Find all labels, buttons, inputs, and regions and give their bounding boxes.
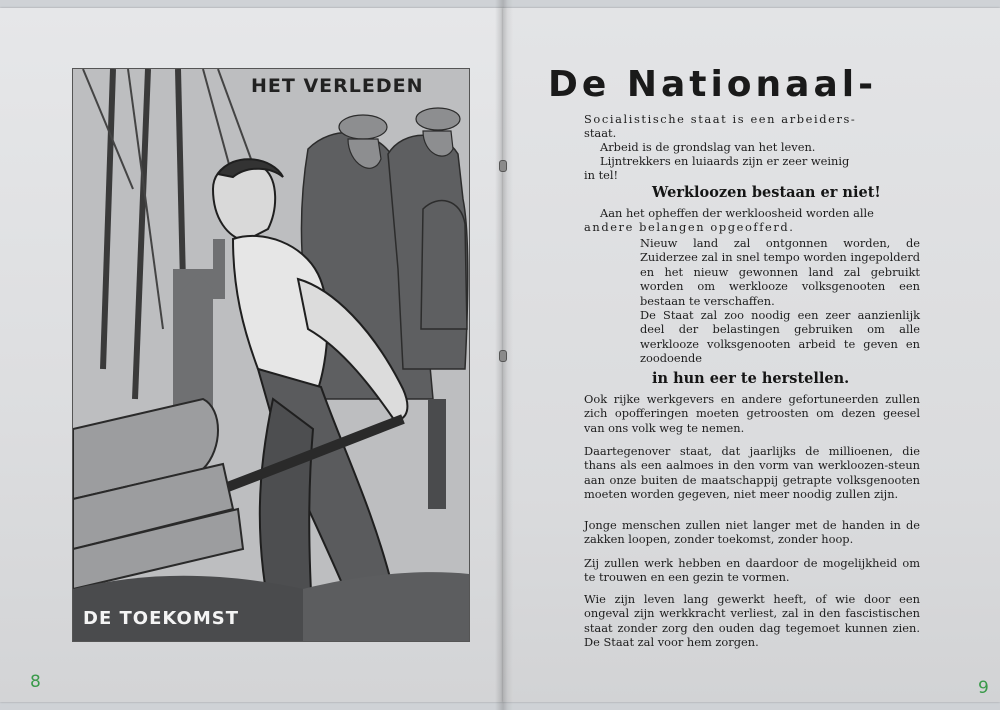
- paragraph-4-line-2: andere belangen opgeofferd.: [584, 220, 795, 234]
- paragraph-11: [584, 592, 920, 650]
- left-page: [0, 8, 503, 702]
- page-number-right: 9: [978, 678, 989, 698]
- paragraph-1-line-1: Socialistische staat is een arbeiders-: [584, 112, 857, 126]
- heading-no-unemployed: Werkloozen bestaan er niet!: [652, 184, 881, 201]
- paragraph-10: [584, 556, 920, 585]
- illustration-artwork: [73, 69, 469, 641]
- paragraph-9: [584, 518, 920, 547]
- paragraph-11-text: Wie zijn leven lang gewerkt heeft, of wie door een ongeval zijn werkkracht verliest, zal in den fascistischen staat zonder zorg den ouden dag tegemoet kunnen zien. De Staat zal voor hem zorgen.: [584, 592, 920, 650]
- illustration-label-future: DE TOEKOMST: [83, 608, 239, 629]
- paragraph-3-line-2: in tel!: [584, 168, 619, 182]
- paragraph-7-text: Ook rijke werkgevers en andere gefortuneerden zullen zich opofferingen moeten getroosten om dezen geesel van ons volk weg te nemen.: [584, 392, 920, 435]
- page-title: De Nationaal-: [548, 64, 878, 105]
- paragraph-3-line-1: Lijntrekkers en luiaards zijn er zeer weinig: [600, 154, 850, 168]
- paragraph-5-text: Nieuw land zal ontgonnen worden, de Zuiderzee zal in snel tempo worden ingepolderd en het nieuw gewonnen land zal gebruikt worden om werklooze volksgenooten een bestaan te verschaffen.: [640, 236, 920, 308]
- paragraph-4-line-1: Aan het opheffen der werkloosheid worden alle: [600, 206, 874, 220]
- paragraph-1-line-2: staat.: [584, 126, 617, 140]
- paragraph-10-text: Zij zullen werk hebben en daardoor de mogelijkheid om te trouwen en een gezin te vormen.: [584, 556, 920, 585]
- paragraph-6: [640, 308, 920, 366]
- paragraph-7: [584, 392, 920, 435]
- heading-restore-honour: in hun eer te herstellen.: [652, 370, 850, 387]
- staple-top: [499, 160, 507, 172]
- illustration-label-past: HET VERLEDEN: [251, 75, 424, 97]
- paragraph-2: Arbeid is de grondslag van het leven.: [600, 140, 816, 154]
- propaganda-illustration: [72, 68, 470, 642]
- paragraph-9-text: Jonge menschen zullen niet langer met de handen in de zakken loopen, zonder toekomst, zonder hoop.: [584, 518, 920, 547]
- paragraph-8: [584, 444, 920, 502]
- page-number-left: 8: [30, 672, 41, 692]
- paragraph-5: [640, 236, 920, 308]
- staple-middle: [499, 350, 507, 362]
- paragraph-8-text: Daartegenover staat, dat jaarlijks de millioenen, die thans als een aalmoes in den vorm van werkloozen-steun aan onze buiten de maatschappij getrapte volksgenooten moeten worden gegeven, niet meer noodig zullen zijn.: [584, 444, 920, 502]
- paragraph-6-text: De Staat zal zoo noodig een zeer aanzienlijk deel der belastingen gebruiken om alle werklooze volksgenooten arbeid te geven en zoodoende: [640, 308, 920, 366]
